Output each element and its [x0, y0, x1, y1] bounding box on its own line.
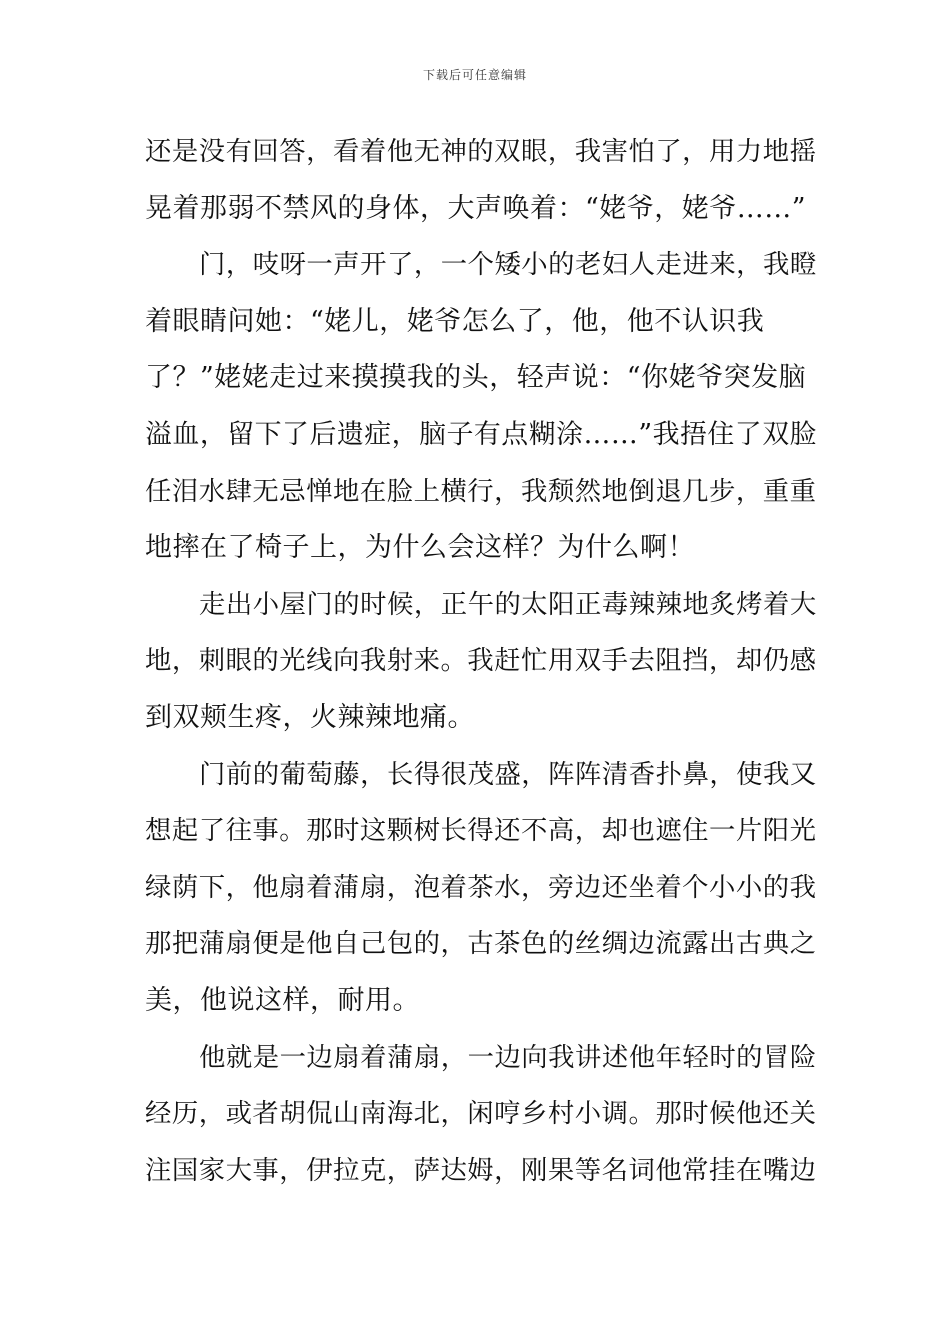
- text-line: 想起了往事。那时这颗树长得还不高，却也遮住一片阳光: [145, 816, 817, 847]
- text-line: 那把蒲扇便是他自己包的，古茶色的丝绸边流露出古典之: [145, 929, 817, 960]
- text-line: 还是没有回答，看着他无神的双眼，我害怕了，用力地摇: [145, 137, 817, 167]
- text-line: 门前的葡萄藤，长得很茂盛，阵阵清香扑鼻，使我又: [199, 759, 817, 790]
- text-line: 着眼睛问她：“姥儿，姥爷怎么了，他，他不认识我: [145, 305, 765, 337]
- page-header: 下载后可任意编辑: [422, 68, 527, 82]
- text-line: 任泪水肆无忌惮地在脸上横行，我颓然地倒退几步，重重: [145, 476, 817, 507]
- text-line: 经历，或者胡侃山南海北，闲哼乡村小调。那时候他还关: [145, 1099, 817, 1130]
- text-line: 溢血，留下了后遗症，脑子有点糊涂……”我捂住了双脸: [145, 418, 818, 450]
- body-text: [145, 124, 817, 1199]
- text-line: 到双颊生疼，火辣辣地痛。: [145, 701, 475, 733]
- text-line: 地，刺眼的光线向我射来。我赶忙用双手去阻挡，却仍感: [145, 646, 817, 677]
- text-line: 晃着那弱不禁风的身体，大声唤着：“姥爷，姥爷……”: [145, 192, 807, 224]
- text-line: 门，吱呀一声开了，一个矮小的老妇人走进来，我瞪: [199, 250, 817, 281]
- text-line: 注国家大事，伊拉克，萨达姆，刚果等名词他常挂在嘴边: [145, 1155, 817, 1186]
- text-line: 了？”姥姥走过来摸摸我的头，轻声说：“你姥爷突发脑: [145, 362, 807, 394]
- text-line: 绿荫下，他扇着蒲扇，泡着茶水，旁边还坐着个小小的我: [145, 872, 817, 903]
- text-line: 美，他说这样，耐用。: [145, 984, 420, 1016]
- text-line: 他就是一边扇着蒲扇，一边向我讲述他年轻时的冒险: [199, 1042, 817, 1073]
- text-line: 地摔在了椅子上，为什么会这样？为什么啊！: [145, 532, 695, 564]
- text-line: 走出小屋门的时候，正午的太阳正毒辣辣地炙烤着大: [199, 589, 817, 620]
